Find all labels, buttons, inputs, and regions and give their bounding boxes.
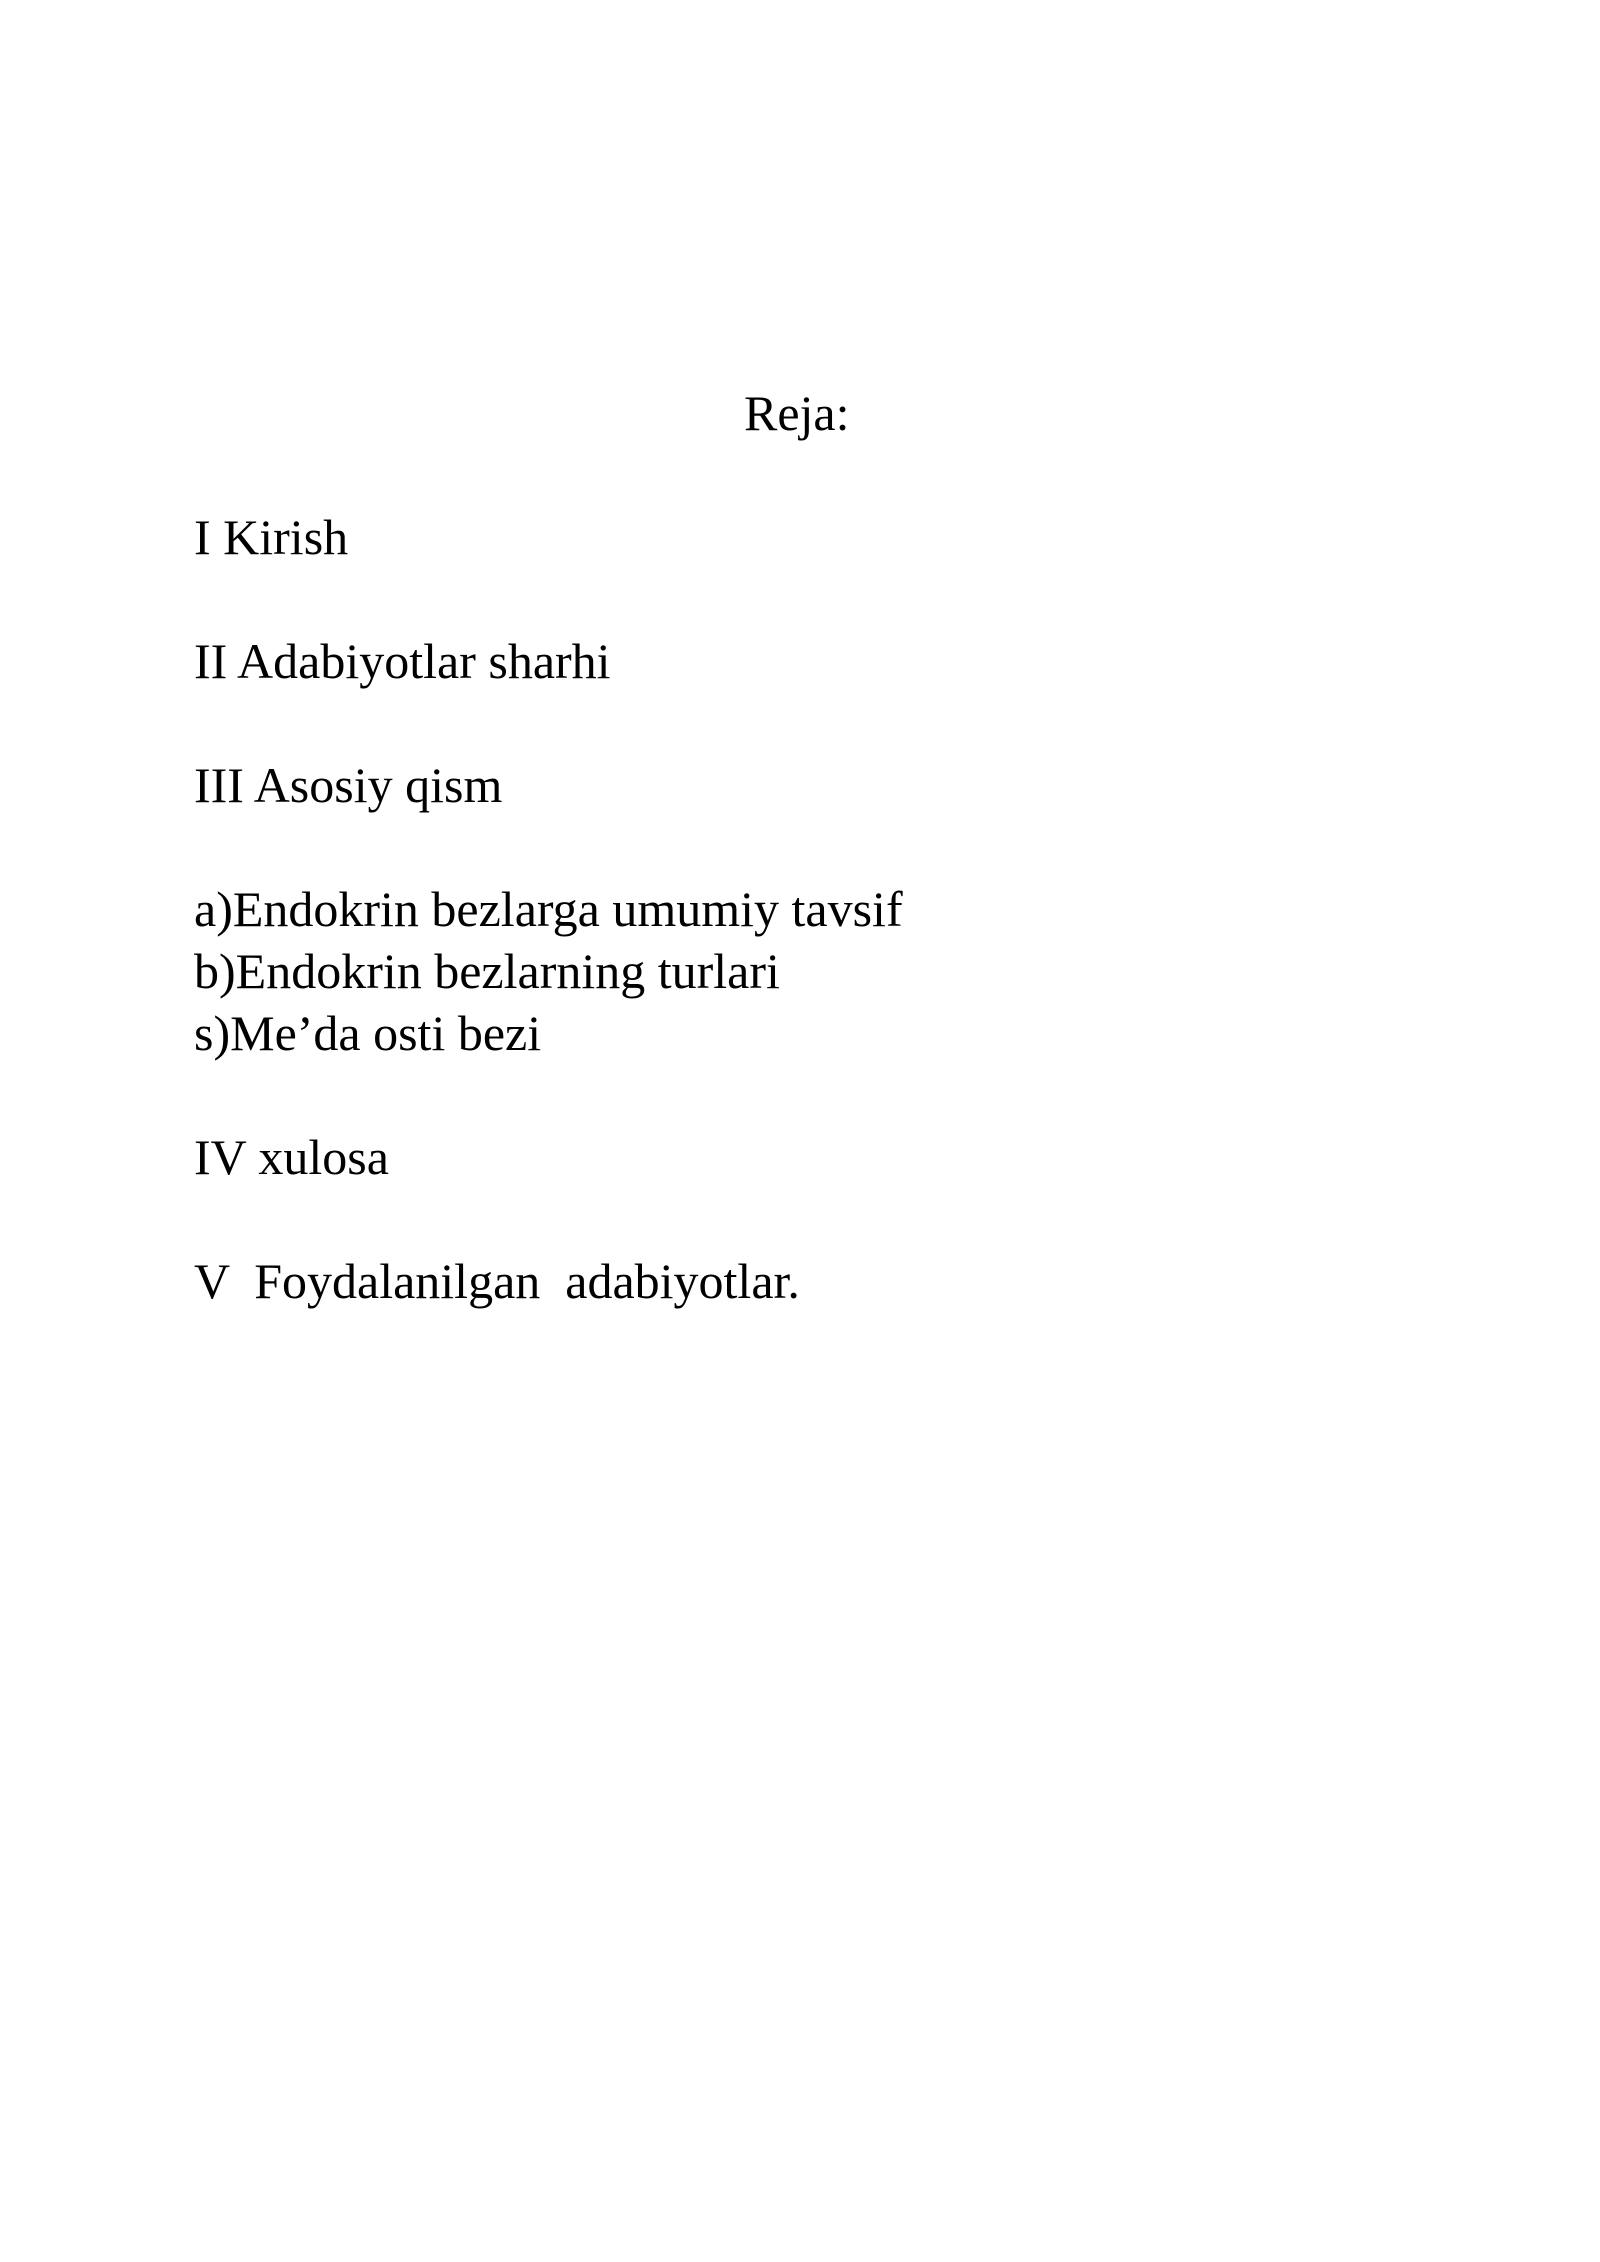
section-xulosa: IV xulosa [194, 1129, 389, 1185]
subsection-umumiy-tavsif: a)Endokrin bezlarga umumiy tavsif [194, 881, 903, 937]
section-asosiy-qism: III Asosiy qism [194, 757, 503, 813]
subsection-meda-osti-bezi: s)Me’da osti bezi [194, 1005, 542, 1061]
section-foydalanilgan-adabiyotlar: V Foydalanilgan adabiyotlar. [194, 1253, 800, 1309]
page-title: Reja: [744, 385, 850, 441]
subsection-bezlar-turlari: b)Endokrin bezlarning turlari [194, 943, 780, 999]
section-kirish: I Kirish [194, 509, 349, 565]
section-adabiyotlar-sharhi: II Adabiyotlar sharhi [194, 633, 611, 689]
